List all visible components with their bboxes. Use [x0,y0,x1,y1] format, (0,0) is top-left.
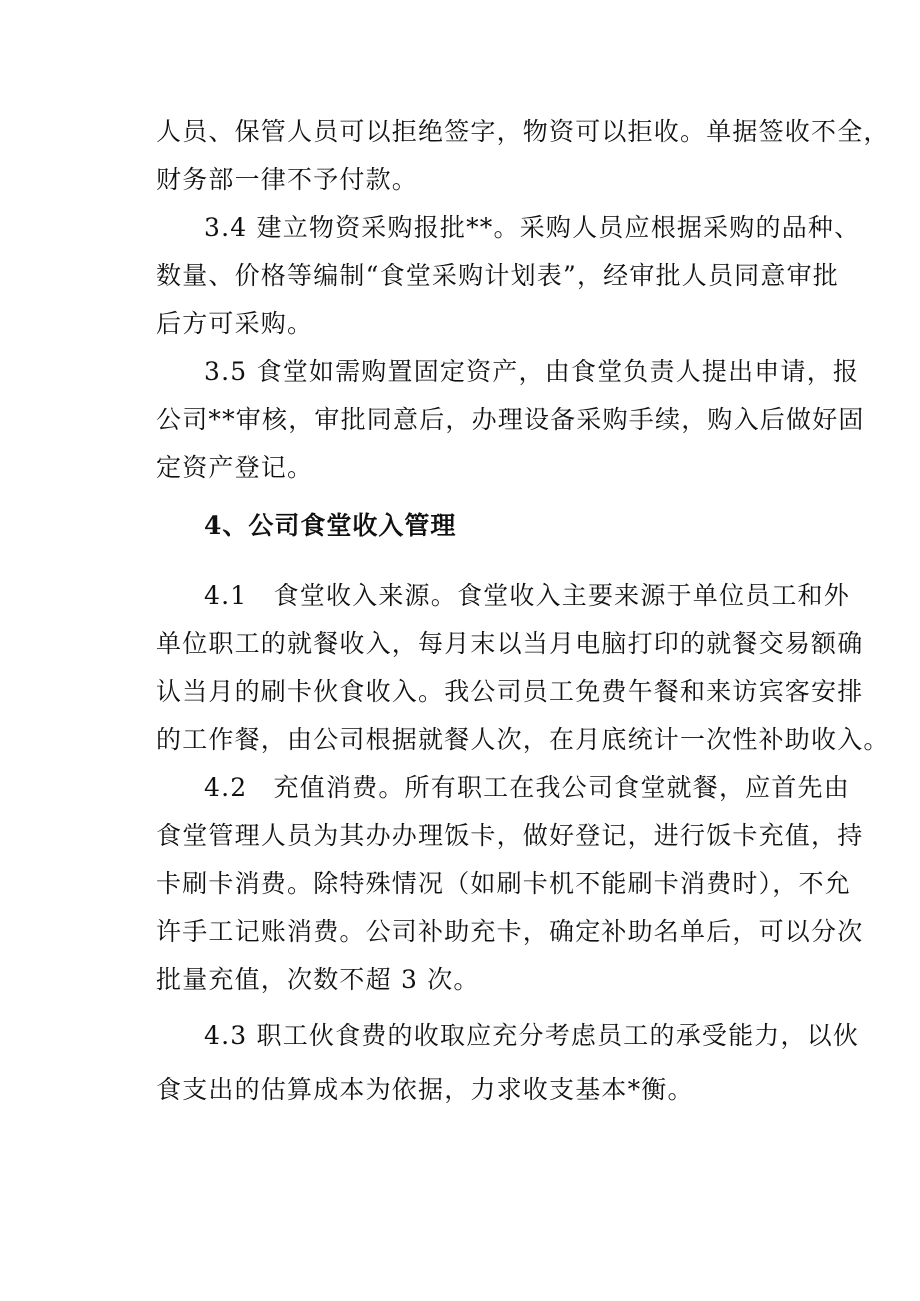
paragraph-4-2-start: 4.2 充值消费。所有职工在我公司食堂就餐，应首先由 [204,773,850,802]
text-line: 卡刷卡消费。除特殊情况（如刷卡机不能刷卡消费时），不允 [156,869,851,898]
text-line: 人员、保管人员可以拒绝签字，物资可以拒收。单据签收不全， [156,117,890,146]
text-line: 食堂管理人员为其办办理饭卡，做好登记，进行饭卡充值，持 [156,821,864,850]
text-line: 许手工记账消费。公司补助充卡，确定补助名单后，可以分次 [156,917,864,946]
text-line: 单位职工的就餐收入，每月末以当月电脑打印的就餐交易额确 [156,629,864,658]
text-line: 财务部一律不予付款。 [156,165,419,194]
text-line: 认当月的刷卡伙食收入。我公司员工免费午餐和来访宾客安排 [156,677,864,706]
text-line: 定资产登记。 [156,453,314,482]
paragraph-4-1-start: 4.1 食堂收入来源。食堂收入主要来源于单位员工和外 [204,581,850,610]
text-line: 后方可采购。 [156,309,314,338]
text-line: 数量、价格等编制“食堂采购计划表”，经审批人员同意审批 [156,261,839,290]
paragraph-3-4-start: 3.4 建立物资采购报批**。采购人员应根据采购的品种、 [204,213,861,242]
text-line: 批量充值，次数不超 3 次。 [156,965,480,994]
text-line: 食支出的估算成本为依据，力求收支基本*衡。 [156,1075,694,1104]
paragraph-3-5-start: 3.5 食堂如需购置固定资产，由食堂负责人提出申请，报 [204,357,860,386]
text-line: 公司**审核，审批同意后，办理设备采购手续，购入后做好固 [156,405,865,434]
paragraph-4-3-start: 4.3 职工伙食费的收取应充分考虑员工的承受能力，以伙 [204,1021,860,1050]
text-line: 的工作餐，由公司根据就餐人次，在月底统计一次性补助收入。 [156,725,890,754]
section-4-heading: 4、公司食堂收入管理 [204,511,457,540]
